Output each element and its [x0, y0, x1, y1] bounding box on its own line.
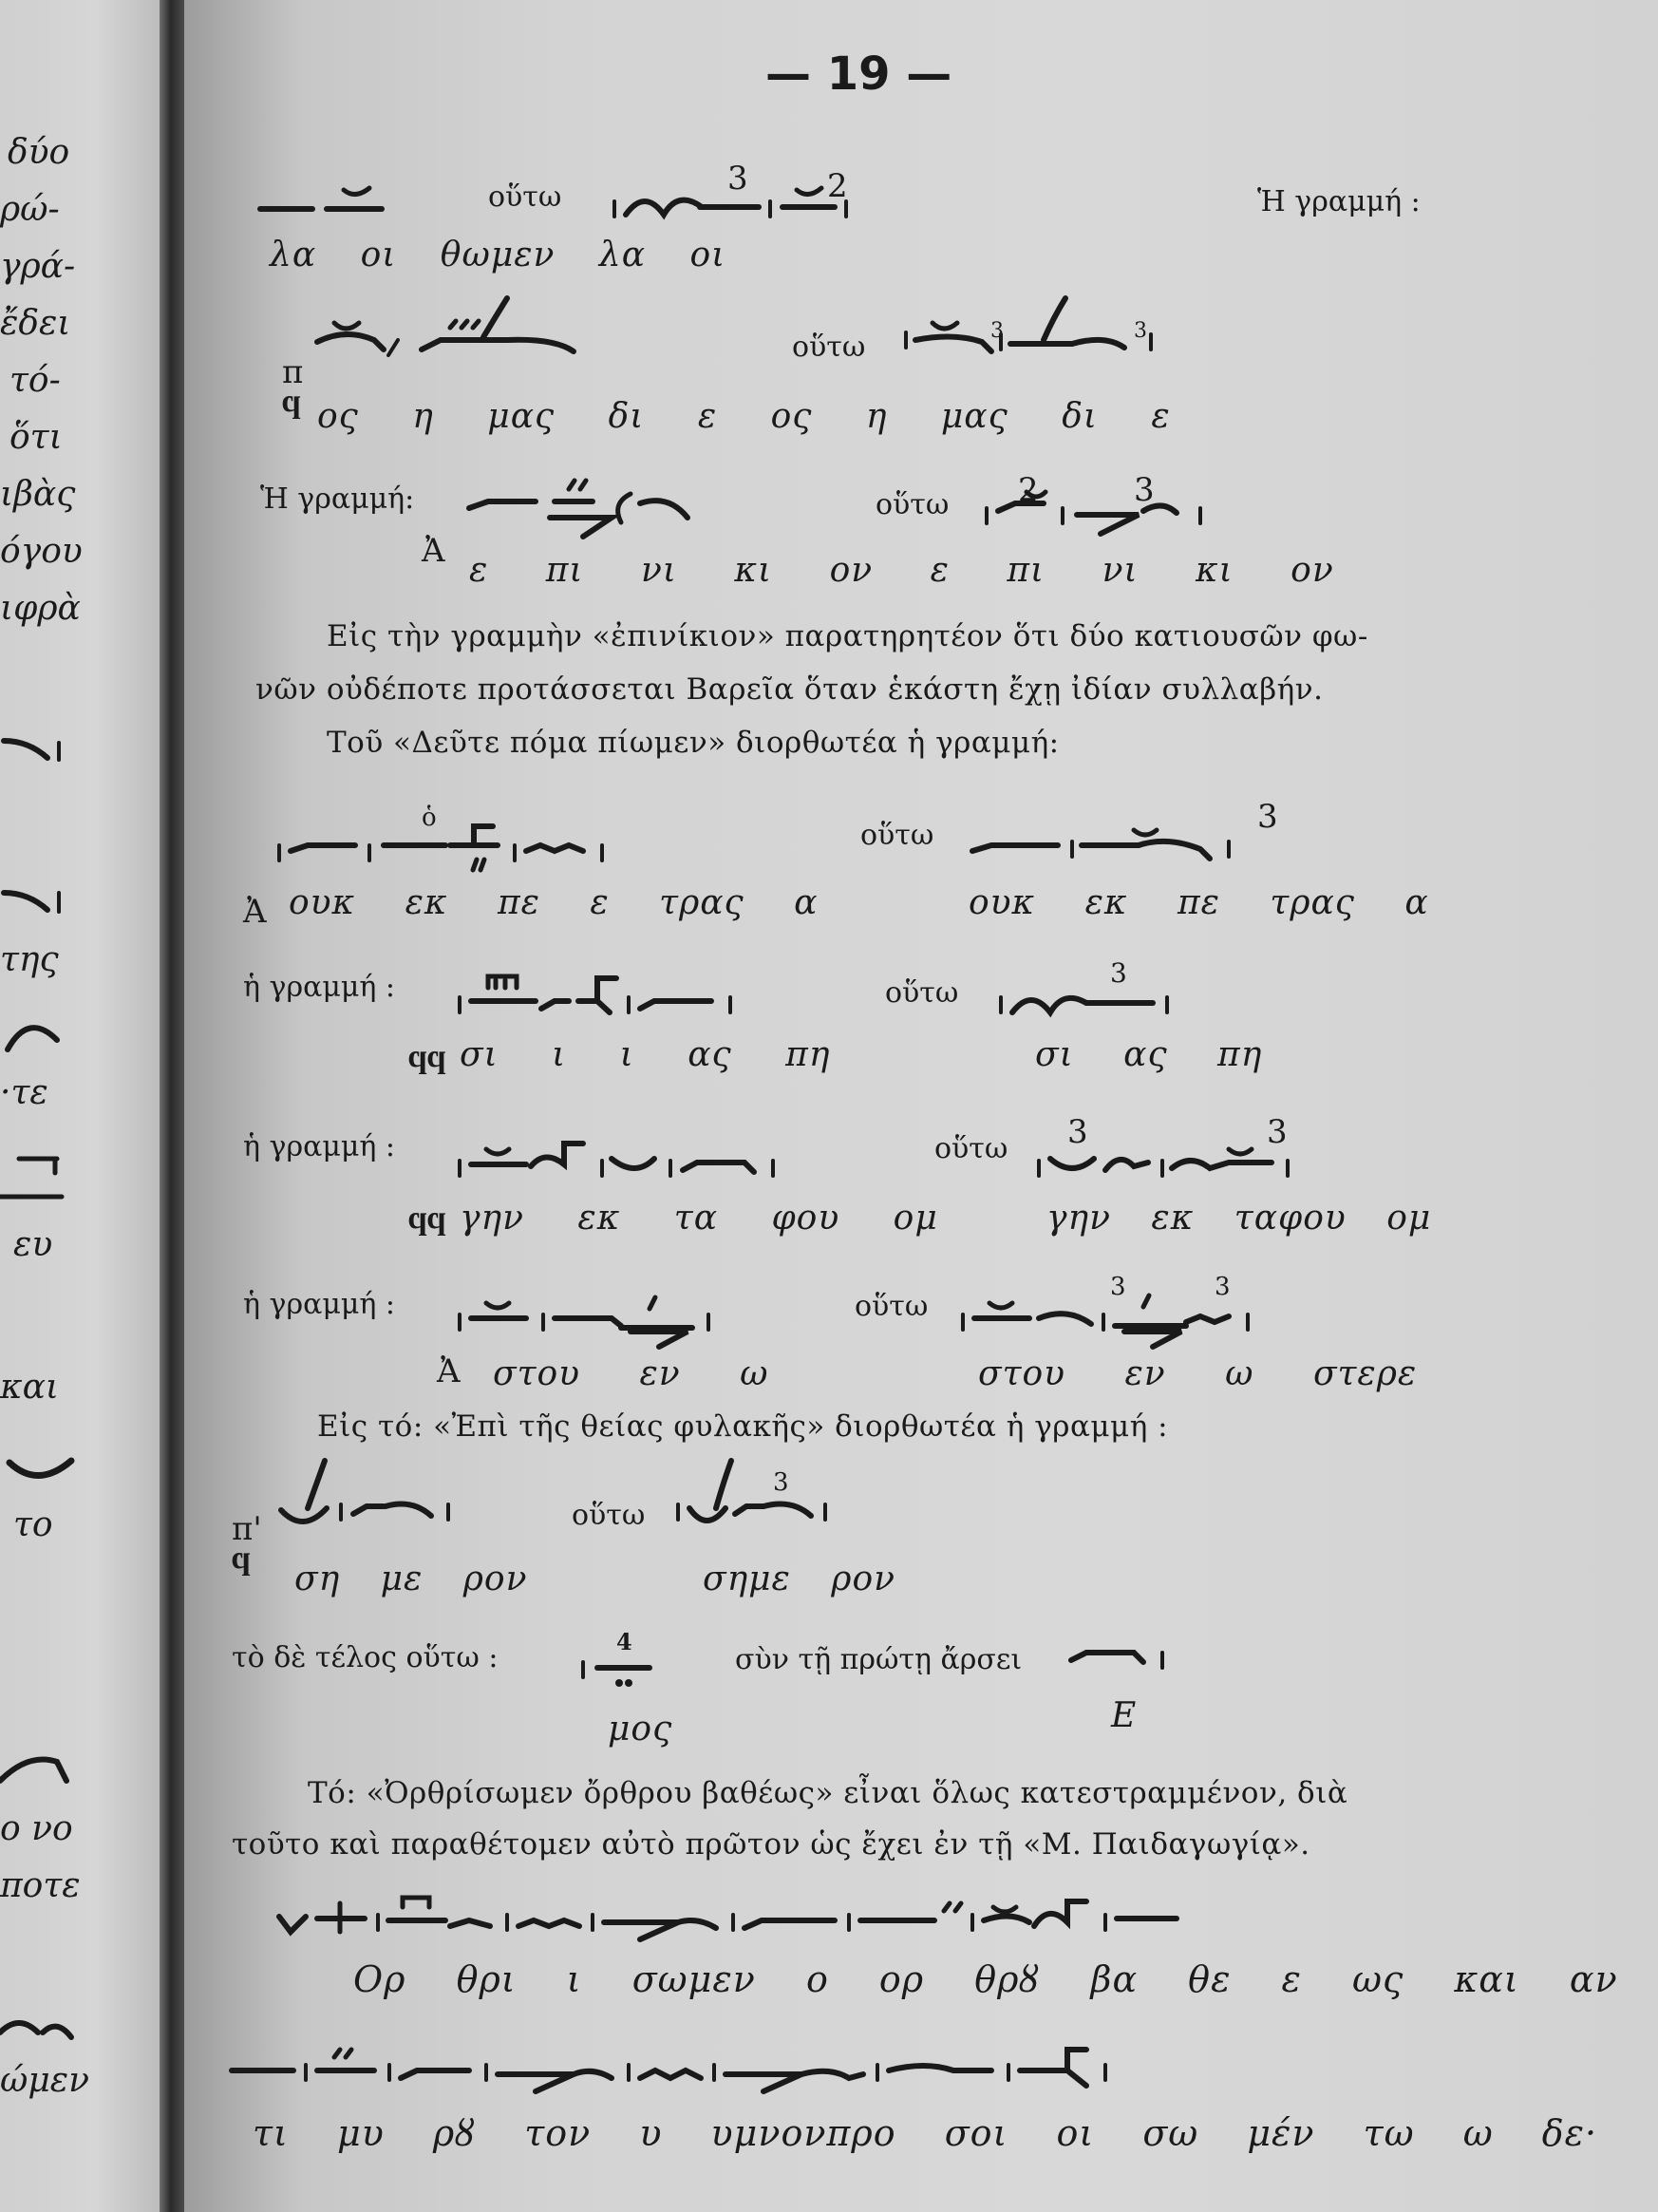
- left-fragment-2: ρώ-: [0, 190, 60, 229]
- telos-syn: σὺν τῇ πρώτῃ ἄρσει: [735, 1643, 1023, 1676]
- left-fragment-13: και: [0, 1368, 60, 1407]
- syllables: ουκ εκ πε τρας α: [969, 883, 1429, 922]
- syllable: Ε: [1111, 1696, 1138, 1735]
- martyria-sub: ϥ: [232, 1546, 251, 1584]
- left-neume-7: [0, 2004, 85, 2061]
- neume-mark: 3: [727, 160, 748, 198]
- line-label-left: ἡ γραμμή :: [243, 1288, 395, 1321]
- syllables: ε πι νι κι ον ε πι νι κι ον: [469, 551, 1334, 590]
- neume-line-1-left: [260, 161, 640, 228]
- syllables: γην εκ τα φου ομ: [460, 1199, 938, 1238]
- neume-line-5-right: [1001, 959, 1400, 1035]
- ortho-label: οὕτω: [934, 1132, 1008, 1165]
- neume-line-3-left: [469, 465, 868, 551]
- ortho-label: οὕτω: [572, 1499, 646, 1532]
- ortho-label: οὕτω: [876, 488, 950, 521]
- neume-mark: 3: [1134, 471, 1155, 509]
- syllables: τι μυ ρȣ τον υ υμνονπρο σοι οι σω μέν τω ω δε·: [253, 2112, 1598, 2154]
- neume-line-3-right: [987, 465, 1385, 551]
- paragraph-line: Τοῦ «Δεῦτε πόμα πίωμεν» διορθωτέα ἡ γραμμή:: [327, 726, 1060, 760]
- martyria: Ἀ: [243, 893, 267, 931]
- martyria: ϥϥ: [408, 1206, 446, 1244]
- syllables: ουκ εκ πε ε τρας α: [289, 883, 819, 922]
- left-neume-3: [0, 1007, 76, 1064]
- page-number: — 19 —: [765, 47, 952, 101]
- neume-final-1: [279, 1890, 1609, 1957]
- paragraph-line: Εἰς τό: «Ἐπὶ τῆς θείας φυλακῆς» διορθωτέα ἡ γραμμή :: [317, 1409, 1169, 1444]
- martyria: π: [282, 353, 304, 391]
- neume-line-4-left: [279, 807, 678, 893]
- book-gutter: [160, 0, 184, 2212]
- neume-line-4-right: [972, 807, 1371, 893]
- left-neume-5: [0, 1444, 85, 1491]
- paragraph-line: Τό: «Ὀρθρίσωμεν ὄρθρου βαθέως» εἶναι ὅλως κατεστραμμένον, διὰ: [308, 1776, 1348, 1810]
- paragraph-line: τοῦτο καὶ παραθέτομεν αὐτὸ πρῶτον ὡς ἔχει ἐν τῇ «Μ. Παιδαγωγίᾳ».: [232, 1827, 1310, 1862]
- syllables: γην εκ ταφου ομ: [1046, 1199, 1432, 1238]
- left-page-fragment: [0, 0, 160, 2212]
- neume-mark: 3: [1134, 319, 1147, 343]
- syllables: λα οι θωμεν λα οι: [270, 236, 726, 274]
- left-neume-2: [0, 874, 76, 921]
- syllables: σι ας πη: [1035, 1035, 1263, 1074]
- left-fragment-17: ώμεν: [0, 2061, 89, 2100]
- neume-line-8-right: [678, 1453, 963, 1548]
- left-fragment-10: της: [0, 940, 59, 979]
- neume-mark: 3: [1110, 1273, 1126, 1301]
- syllables: σημε ρον: [703, 1560, 896, 1598]
- line-label-left: ἡ γραμμή :: [243, 1130, 395, 1163]
- neume-telos-end: [1067, 1626, 1181, 1683]
- paragraph-line: νῶν οὐδέποτε προτάσσεται Βαρεῖα ὅταν ἑκάστη ἔχῃ ἰδίαν συλλαβήν.: [255, 672, 1324, 707]
- left-fragment-14: το: [13, 1505, 53, 1544]
- left-fragment-5: τό-: [9, 361, 61, 400]
- neume-line-1-right: [607, 161, 968, 228]
- martyria: ϥϥ: [408, 1045, 446, 1083]
- ortho-label: οὕτω: [792, 331, 866, 364]
- left-fragment-7: ιβὰς: [0, 475, 76, 514]
- neume-mark: 3: [1257, 798, 1278, 836]
- martyria: Ἀ: [437, 1352, 461, 1390]
- neume-line-7-left: [460, 1273, 858, 1358]
- ortho-label: οὕτω: [860, 819, 934, 852]
- neume-line-5-left: [460, 959, 858, 1035]
- syllables: ση με ρον: [294, 1560, 528, 1598]
- syllables: στου εν ω: [493, 1354, 769, 1393]
- ortho-label: οὕτω: [885, 976, 959, 1010]
- paragraph-line: Εἰς τὴν γραμμὴν «ἐπινίκιον» παρατηρητέον ὅτι δύο κατιουσῶν φω-: [327, 619, 1368, 653]
- martyria: Ἀ: [422, 532, 445, 570]
- left-fragment-15: ο νο: [0, 1809, 73, 1848]
- neume-mark: 2: [1018, 471, 1039, 509]
- telos-label: τὸ δὲ τέλος οὕτω :: [232, 1641, 499, 1674]
- neume-mark: ὁ: [422, 804, 437, 832]
- martyria-sub: ϥ: [282, 389, 301, 427]
- neume-mark: 3: [990, 319, 1004, 343]
- left-fragment-3: γρά-: [0, 247, 76, 286]
- neume-telos: [583, 1624, 688, 1700]
- neume-line-2-right: [906, 285, 1305, 370]
- line-label-right: Ἡ γραμμή :: [1257, 185, 1421, 218]
- syllables: Ορ θρι ι σωμεν ο ορ θρȣ βα θε ε ως και αν: [353, 1958, 1618, 2000]
- neume-mark: 2: [827, 167, 848, 205]
- line-label-left: ἡ γραμμή :: [243, 971, 395, 1004]
- left-fragment-4: ἔδει: [0, 304, 71, 343]
- neume-line-6-right: [1039, 1121, 1438, 1197]
- neume-mark: 4: [616, 1628, 632, 1655]
- main-page: [184, 0, 1658, 2212]
- neume-final-2: [232, 2032, 1609, 2108]
- syllables: ος η μας δι ε ος η μας δι ε: [317, 397, 1171, 436]
- neume-mark: 3: [1110, 957, 1127, 989]
- left-neume-4: [0, 1140, 76, 1216]
- ortho-label: οὕτω: [488, 180, 562, 214]
- syllables: στου εν ω στερε: [978, 1354, 1418, 1393]
- left-fragment-6: ὅτι: [9, 418, 63, 457]
- neume-line-7-right: [963, 1273, 1400, 1358]
- neume-line-2-left: [317, 285, 716, 370]
- syllable: μος: [608, 1710, 673, 1749]
- left-neume-1: [0, 722, 76, 769]
- neume-mark: 3: [1215, 1273, 1231, 1301]
- neume-mark: 3: [1067, 1113, 1088, 1151]
- neume-line-8-left: [279, 1453, 602, 1548]
- syllables: σι ι ι ας πη: [460, 1035, 831, 1074]
- ortho-label: οὕτω: [855, 1290, 929, 1323]
- left-fragment-1: δύο: [8, 133, 70, 172]
- martyria: π': [232, 1510, 262, 1548]
- left-fragment-8: όγου: [0, 532, 83, 571]
- neume-line-6-left: [460, 1121, 858, 1197]
- left-fragment-12: ευ: [13, 1225, 53, 1264]
- neume-mark: 3: [1267, 1113, 1288, 1151]
- line-label-left: Ἡ γραμμή:: [260, 482, 415, 516]
- left-neume-6: [0, 1743, 85, 1800]
- neume-mark: 3: [773, 1468, 789, 1497]
- left-fragment-16: ποτε: [0, 1866, 81, 1905]
- left-fragment-9: ιφρὰ: [0, 589, 81, 628]
- left-fragment-11: ·τε: [0, 1073, 48, 1112]
